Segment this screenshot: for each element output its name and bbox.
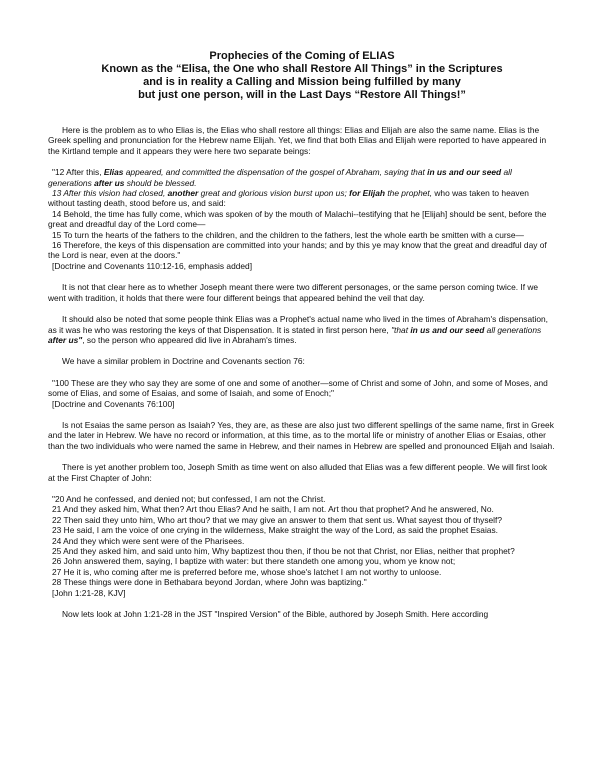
emphasis-after-us: after us xyxy=(94,177,125,188)
verse-john-28: 28 These things were done in Bethabara beyond Jordan, where John was baptizing." xyxy=(52,577,367,588)
document-content xyxy=(48,50,556,630)
verse-text: who was taken to heaven without tasting death, stood before us, and said: xyxy=(48,188,529,209)
verse-text: 13 After this vision had closed, xyxy=(52,188,168,199)
verse-text: great and glorious vision burst upon us; xyxy=(198,188,350,199)
title-line-3: and is in reality a Calling and Mission being fulfilled by many xyxy=(143,76,461,88)
paragraph-abraham-dispensation xyxy=(48,314,556,345)
emphasis-elias: Elias xyxy=(103,167,124,178)
verse-text: should be blessed. xyxy=(124,177,197,188)
verse-text: "12 After this, xyxy=(52,167,104,178)
emphasis-after-us: after us" xyxy=(48,334,83,345)
paragraph-dc-76-intro: We have a similar problem in Doctrine and Covenants section 76: xyxy=(62,356,305,367)
verse-john-25: 25 And they asked him, and said unto him, Why baptizest thou then, if thou be not that Christ, nor Elias, neither that prophet? xyxy=(52,546,515,556)
verse-john-23: 23 He said, I am the voice of one crying in the wilderness, Make straight the way of the Lord, as said the prophet Esaias. xyxy=(52,525,498,536)
citation-dc-76: [Doctrine and Covenants 76:100] xyxy=(52,398,175,409)
verse-text: all generations xyxy=(48,167,512,188)
verse-john-27: 27 He it is, who coming after me is preferred before me, whose shoe's latchet I am not worthy to unloose. xyxy=(52,566,442,577)
paragraph-esaias-isaiah: Is not Esaias the same person as Isaiah? Yes, they are, as these are also just two different spellings of the same name, first in Greek and the later in Hebrew. We have no record or information, at this time, as to the mortal life or ministry of another Elias or Esaias, other than the two individuals who were named the same in Hebrew, and their names in Hebrew are spelled and pronounced Elijah and Isaiah. xyxy=(48,419,555,451)
emphasis-for: for xyxy=(349,188,361,199)
emphasis-another: another xyxy=(167,188,199,199)
verse-john-24: 24 And they which were sent were of the Pharisees. xyxy=(52,535,245,546)
quote-dc-110 xyxy=(48,167,556,271)
paragraph-text: , so the person who appeared did live in Abraham's times. xyxy=(82,334,297,345)
verse-john-20: "20 And he confessed, and denied not; but confessed, I am not the Christ. xyxy=(52,493,326,504)
verse-john-21: 21 And they asked him, What then? Art thou Elias? And he saith, I am not. Art thou that prophet? And he answered, No. xyxy=(52,504,494,515)
verse-110-12 xyxy=(48,167,556,188)
verse-text: the prophet, xyxy=(385,188,433,199)
verse-text: appeared, and committed the dispensation of the gospel of Abraham, saying that xyxy=(123,167,428,178)
verse-john-26: 26 John answered them, saying, I baptize with water: but there standeth one among you, whom ye know not; xyxy=(52,556,456,567)
citation-dc-110: [Doctrine and Covenants 110:12-16, emphasis added] xyxy=(52,260,253,271)
citation-john-1: [John 1:21-28, KJV] xyxy=(52,587,126,598)
paragraph-jst-intro: Now lets look at John 1:21-28 in the JST "Inspired Version" of the Bible, authored by Joseph Smith. Here according xyxy=(62,609,489,620)
verse-john-22: 22 Then said they unto him, Who art thou? that we may give an answer to them that sent us. What sayest thou of thyself? xyxy=(52,514,503,525)
emphasis-elijah: Elijah xyxy=(362,188,386,199)
paragraph-text: It should also be noted that some people think Elias was a Prophet's actual name who lived in the times of Abraham's dispensation, as it was he who was restoring the keys of that Dispensation. It is stated in first person here, xyxy=(48,314,548,335)
title-line-2: Known as the “Elisa, the One who shall Restore All Things” in the Scriptures xyxy=(101,63,503,75)
document-title xyxy=(48,50,556,102)
quote-text: "that xyxy=(391,324,411,335)
verse-110-16: 16 Therefore, the keys of this dispensation are committed into your hands; and by this ye may know that the great and dreadful day of the Lord is near, even at the doors." xyxy=(48,240,547,261)
title-line-4: but just one person, will in the Last Days “Restore All Things!” xyxy=(138,89,466,101)
title-line-1: Prophecies of the Coming of ELIAS xyxy=(209,50,395,62)
paragraph-john-intro: There is yet another problem too, Joseph Smith as time went on also alluded that Elias was a few different people. We will first look at the First Chapter of John: xyxy=(48,462,548,483)
verse-110-14: 14 Behold, the time has fully come, which was spoken of by the mouth of Malachi--testifying that he [Elijah] should be sent, before the great and dreadful day of the Lord come— xyxy=(48,208,547,230)
quote-john-1 xyxy=(48,494,556,598)
quote-dc-76 xyxy=(48,378,556,409)
verse-110-15: 15 To turn the hearts of the fathers to the children, and the children to the fathers, lest the whole earth be smitten with a curse— xyxy=(52,229,524,240)
emphasis-seed: in us and our seed xyxy=(410,324,485,335)
paragraph-two-personages: It is not that clear here as to whether Joseph meant there were two different personages, or the same person coming twice. If we went with tradition, it holds that there were four different beings that appeared behind the veil that day. xyxy=(48,282,539,303)
quote-text: all generations xyxy=(484,324,542,335)
verse-76-100: "100 These are they who say they are some of one and some of another—some of Christ and some of John, and some of Moses, and some of Elias, and some of Esaias, and some of Isaiah, and some of Enoch;" xyxy=(48,377,548,399)
paragraph-elias-problem: Here is the problem as to who Elias is, the Elias who shall restore all things: Elias and Elijah are also the same name. Elias is the Greek spelling and pronunciation for the Hebrew name Elijah. Yet, we find that both Elias and Elijah were reported to have appeared in the Kirtland temple and it appears they were here two separate beings: xyxy=(48,125,547,156)
emphasis-seed: in us and our seed xyxy=(427,167,502,178)
verse-110-13 xyxy=(48,188,556,209)
